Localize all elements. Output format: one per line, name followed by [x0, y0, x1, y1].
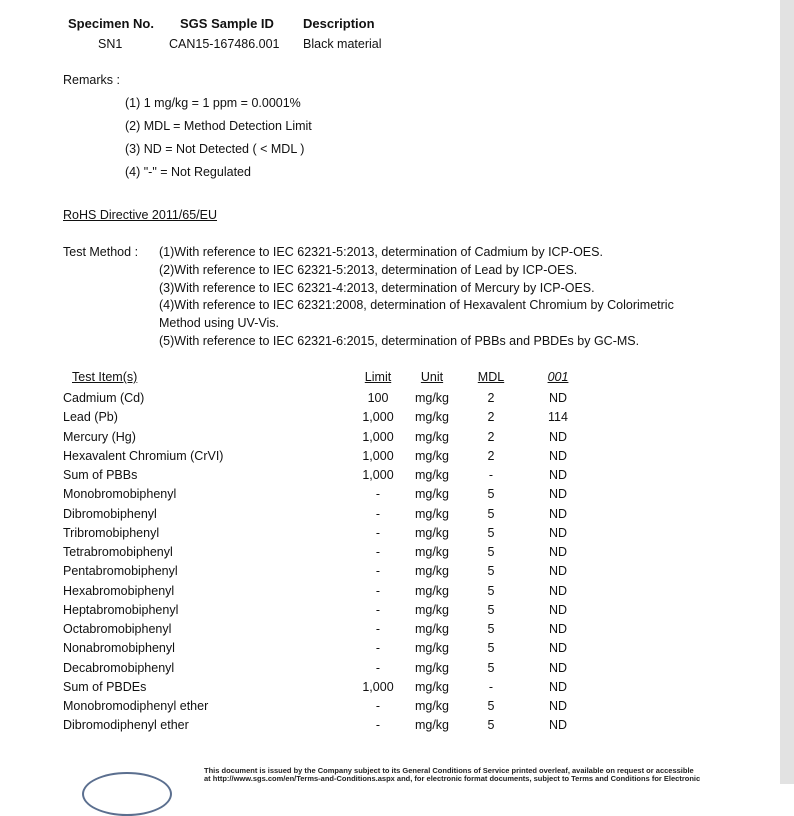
footer-line: This document is issued by the Company subject to its General Conditions of Service printed overleaf, available on request or accessible — [204, 766, 694, 775]
limit-value: - — [375, 564, 381, 578]
unit-value: mg/kg — [414, 430, 450, 444]
mdl-value: - — [488, 468, 494, 482]
unit-value: mg/kg — [414, 410, 450, 424]
limit-value: - — [375, 699, 381, 713]
mdl-value: 2 — [487, 410, 495, 424]
test-item-name: Monobromobiphenyl — [63, 487, 177, 501]
test-item-name: Pentabromobiphenyl — [63, 564, 178, 578]
test-item-name: Octabromobiphenyl — [63, 622, 172, 636]
remark-item: (2) MDL = Method Detection Limit — [125, 119, 312, 133]
test-item-name: Cadmium (Cd) — [63, 391, 145, 405]
result-value: ND — [548, 545, 568, 559]
mdl-value: 2 — [487, 391, 495, 405]
table-row — [0, 507, 780, 526]
mdl-value: 5 — [487, 526, 495, 540]
result-value: ND — [548, 564, 568, 578]
mdl-value: 5 — [487, 603, 495, 617]
sgs-sample-id-header: SGS Sample ID — [180, 16, 274, 31]
mdl-value: 5 — [487, 622, 495, 636]
unit-value: mg/kg — [414, 507, 450, 521]
test-item-name: Tribromobiphenyl — [63, 526, 160, 540]
limit-value: - — [375, 603, 381, 617]
test-item-name: Monobromodiphenyl ether — [63, 699, 209, 713]
unit-value: mg/kg — [414, 391, 450, 405]
remarks-title: Remarks : — [63, 73, 120, 87]
limit-header: Limit — [364, 370, 392, 384]
unit-value: mg/kg — [414, 661, 450, 675]
table-row — [0, 699, 780, 718]
result-value: ND — [548, 641, 568, 655]
unit-value: mg/kg — [414, 718, 450, 732]
test-item-name: Dibromobiphenyl — [63, 507, 157, 521]
test-item-name: Dibromodiphenyl ether — [63, 718, 189, 732]
test-item-name: Tetrabromobiphenyl — [63, 545, 173, 559]
table-row — [0, 545, 780, 564]
unit-value: mg/kg — [414, 699, 450, 713]
table-row — [0, 718, 780, 737]
footer-line: at http://www.sgs.com/en/Terms-and-Conditions.aspx and, for electronic format documents, subject to Terms and Conditions for Electronic — [204, 774, 701, 783]
table-row — [0, 487, 780, 506]
limit-value: - — [375, 641, 381, 655]
result-value: ND — [548, 468, 568, 482]
test-method-line: (4)With reference to IEC 62321:2008, determination of Hexavalent Chromium by Colorimetric — [159, 298, 674, 312]
limit-value: - — [375, 661, 381, 675]
result-value: ND — [548, 391, 568, 405]
table-row — [0, 410, 780, 429]
unit-value: mg/kg — [414, 622, 450, 636]
test-method-line: (3)With reference to IEC 62321-4:2013, determination of Mercury by ICP-OES. — [159, 281, 595, 295]
mdl-value: 5 — [487, 718, 495, 732]
unit-value: mg/kg — [414, 564, 450, 578]
limit-value: 1,000 — [362, 468, 394, 482]
table-row — [0, 661, 780, 680]
limit-value: 1,000 — [362, 410, 394, 424]
description-header: Description — [303, 16, 375, 31]
test-item-name: Hexabromobiphenyl — [63, 584, 175, 598]
unit-header: Unit — [420, 370, 444, 384]
table-row — [0, 391, 780, 410]
unit-value: mg/kg — [414, 545, 450, 559]
mdl-value: 5 — [487, 564, 495, 578]
result-value: ND — [548, 449, 568, 463]
result-value: ND — [548, 661, 568, 675]
test-item-name: Nonabromobiphenyl — [63, 641, 175, 655]
legal-footer — [204, 767, 700, 783]
table-row — [0, 680, 780, 699]
result-value: ND — [548, 526, 568, 540]
test-method-label: Test Method : — [63, 245, 139, 259]
result-value: ND — [548, 584, 568, 598]
mdl-value: 5 — [487, 641, 495, 655]
test-method-line: (5)With reference to IEC 62321-6:2015, determination of PBBs and PBDEs by GC-MS. — [159, 334, 640, 348]
table-row — [0, 622, 780, 641]
test-item-name: Sum of PBBs — [63, 468, 138, 482]
table-row — [0, 584, 780, 603]
test-items-header: Test Item(s) — [72, 370, 138, 384]
limit-value: - — [375, 584, 381, 598]
unit-value: mg/kg — [414, 641, 450, 655]
mdl-value: 5 — [487, 545, 495, 559]
table-row — [0, 641, 780, 660]
result-value: ND — [548, 507, 568, 521]
unit-value: mg/kg — [414, 584, 450, 598]
limit-value: 1,000 — [362, 430, 394, 444]
sample-result-header: 001 — [547, 370, 569, 384]
unit-value: mg/kg — [414, 468, 450, 482]
mdl-header: MDL — [477, 370, 505, 384]
remark-item: (4) "-" = Not Regulated — [125, 165, 251, 179]
test-item-name: Decabromobiphenyl — [63, 661, 175, 675]
remark-item: (1) 1 mg/kg = 1 ppm = 0.0001% — [125, 96, 301, 110]
limit-value: 1,000 — [362, 449, 394, 463]
mdl-value: 2 — [487, 430, 495, 444]
result-value: ND — [548, 699, 568, 713]
mdl-value: 5 — [487, 699, 495, 713]
test-item-name: Mercury (Hg) — [63, 430, 136, 444]
result-value: ND — [548, 487, 568, 501]
result-value: ND — [548, 718, 568, 732]
unit-value: mg/kg — [414, 680, 450, 694]
mdl-value: 2 — [487, 449, 495, 463]
test-item-name: Heptabromobiphenyl — [63, 603, 179, 617]
mdl-value: 5 — [487, 584, 495, 598]
unit-value: mg/kg — [414, 487, 450, 501]
limit-value: - — [375, 526, 381, 540]
table-row — [0, 603, 780, 622]
limit-value: 1,000 — [362, 680, 394, 694]
result-value: ND — [548, 430, 568, 444]
limit-value: - — [375, 487, 381, 501]
test-method-line: Method using UV-Vis. — [159, 316, 279, 330]
mdl-value: 5 — [487, 487, 495, 501]
table-row — [0, 564, 780, 583]
test-item-name: Lead (Pb) — [63, 410, 118, 424]
company-seal-icon — [82, 772, 172, 816]
specimen-no-header: Specimen No. — [68, 16, 154, 31]
result-value: ND — [548, 603, 568, 617]
mdl-value: - — [488, 680, 494, 694]
limit-value: - — [375, 545, 381, 559]
sgs-sample-id-value: CAN15-167486.001 — [169, 37, 280, 51]
limit-value: - — [375, 718, 381, 732]
table-row — [0, 449, 780, 468]
limit-value: - — [375, 622, 381, 636]
test-item-name: Sum of PBDEs — [63, 680, 147, 694]
table-row — [0, 526, 780, 545]
remark-item: (3) ND = Not Detected ( < MDL ) — [125, 142, 305, 156]
result-value: ND — [548, 622, 568, 636]
table-row — [0, 430, 780, 449]
result-value: ND — [548, 680, 568, 694]
result-value: 114 — [548, 410, 568, 424]
results-table-header — [0, 370, 780, 389]
mdl-value: 5 — [487, 507, 495, 521]
directive-title: RoHS Directive 2011/65/EU — [63, 208, 218, 222]
unit-value: mg/kg — [414, 526, 450, 540]
description-value: Black material — [303, 37, 382, 51]
limit-value: 100 — [367, 391, 389, 405]
mdl-value: 5 — [487, 661, 495, 675]
unit-value: mg/kg — [414, 449, 450, 463]
specimen-no-value: SN1 — [98, 37, 123, 51]
test-method-line: (2)With reference to IEC 62321-5:2013, determination of Lead by ICP-OES. — [159, 263, 578, 277]
limit-value: - — [375, 507, 381, 521]
table-row — [0, 468, 780, 487]
test-item-name: Hexavalent Chromium (CrVI) — [63, 449, 224, 463]
test-method-line: (1)With reference to IEC 62321-5:2013, determination of Cadmium by ICP-OES. — [159, 245, 603, 259]
unit-value: mg/kg — [414, 603, 450, 617]
page-margin-edge — [780, 0, 794, 784]
